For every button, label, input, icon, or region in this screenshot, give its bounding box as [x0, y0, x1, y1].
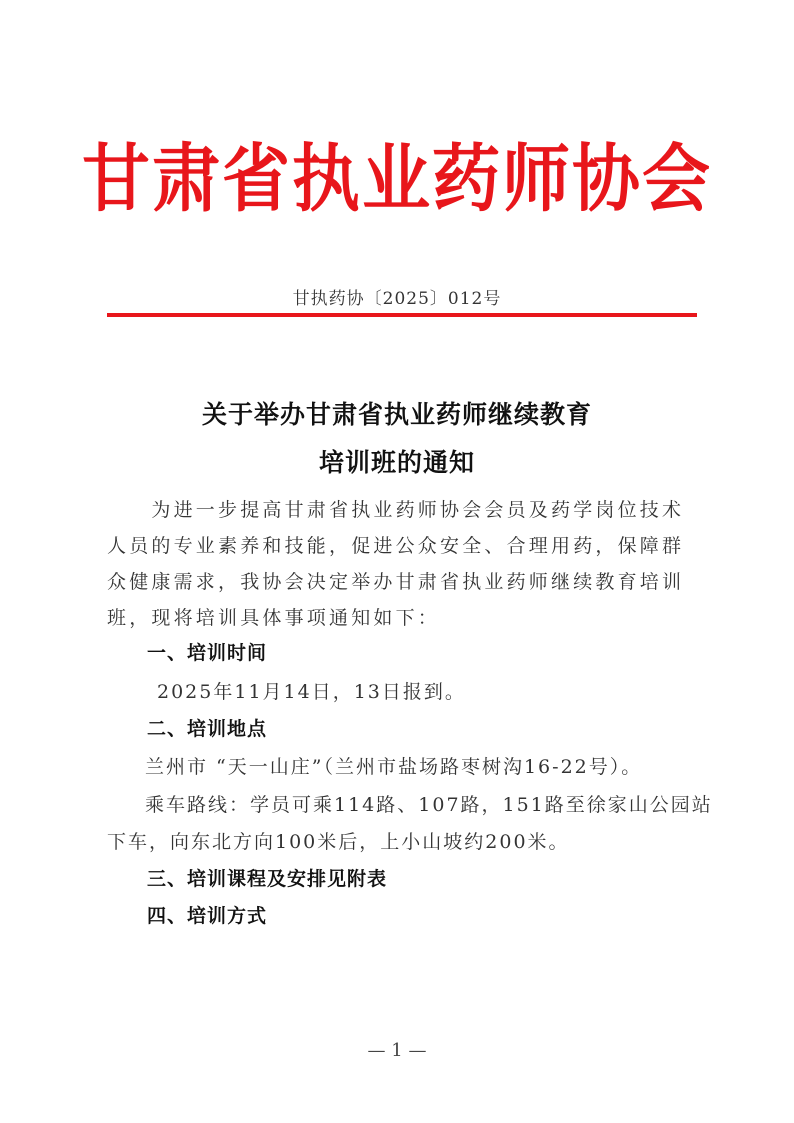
organization-title: 甘肃省执业药师协会 [81, 136, 712, 223]
section-heading-location: 二、培训地点 [147, 718, 268, 740]
notice-title-line1: 关于举办甘肃省执业药师继续教育 [201, 400, 592, 429]
bus-route-line1: 乘车路线：学员可乘114路、107路，151路至徐家山公园站 [145, 794, 713, 816]
section-heading-courses: 三、培训课程及安排见附表 [147, 868, 388, 890]
intro-paragraph: 为进一步提高甘肃省执业药师协会会员及药学岗位技术人员的专业素养和技能，促进公众安全、合理用药，保障群众健康需求，我协会决定举办甘肃省执业药师继续教育培训班，现将培训具体事项通知如下： [107, 499, 685, 629]
notice-title-line2: 培训班的通知 [318, 448, 475, 477]
training-location-text: 兰州市 “天一山庄”（兰州市盐场路枣树沟16-22号）。 [145, 756, 643, 778]
section-heading-time: 一、培训时间 [147, 642, 268, 664]
training-time-text: 2025年11月14日，13日报到。 [157, 681, 466, 703]
section-heading-method: 四、培训方式 [147, 905, 268, 927]
page-number: — 1 — [367, 1040, 427, 1061]
red-header-rule [107, 313, 697, 317]
document-number: 甘执药协〔2025〕012号 [292, 289, 502, 309]
bus-route-line2: 下车，向东北方向100米后，上小山坡约200米。 [107, 831, 570, 853]
